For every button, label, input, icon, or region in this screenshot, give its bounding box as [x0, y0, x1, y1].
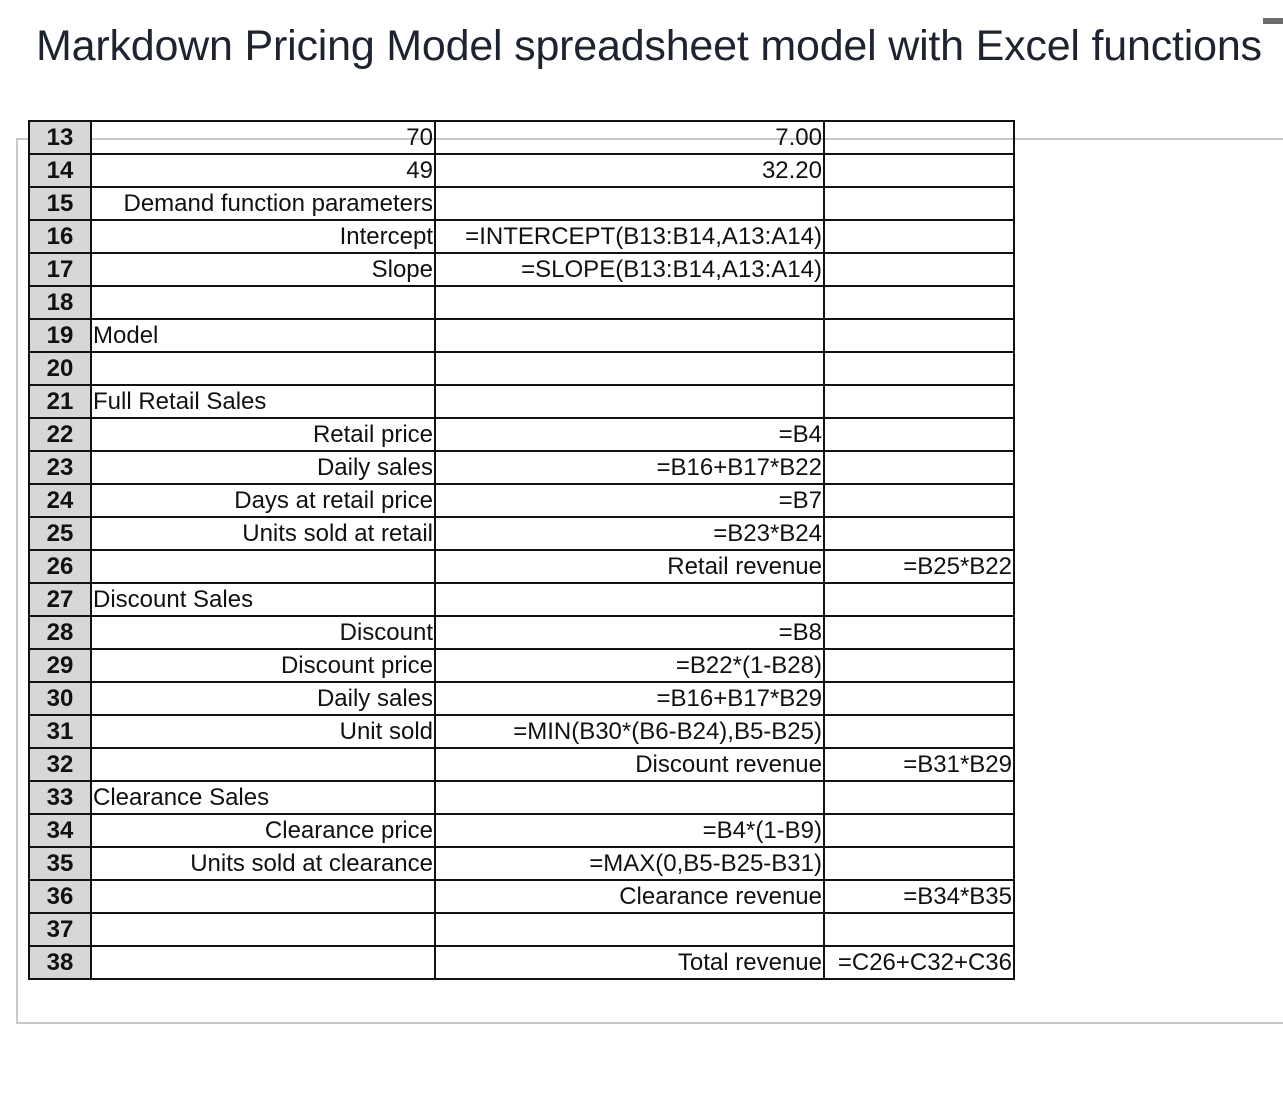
- table-row: [29, 748, 1014, 781]
- cell-col-c[interactable]: [824, 616, 1014, 649]
- cell-col-a[interactable]: Full Retail Sales: [91, 385, 435, 418]
- cell-col-c[interactable]: [824, 220, 1014, 253]
- cell-col-c[interactable]: [824, 484, 1014, 517]
- row-header[interactable]: 30: [29, 682, 91, 715]
- cell-col-b[interactable]: Clearance revenue: [435, 880, 824, 913]
- row-header[interactable]: 23: [29, 451, 91, 484]
- cell-col-b[interactable]: =MIN(B30*(B6-B24),B5-B25): [435, 715, 824, 748]
- cell-col-b[interactable]: =B4: [435, 418, 824, 451]
- cell-col-a[interactable]: Discount: [91, 616, 435, 649]
- cell-col-b[interactable]: =B16+B17*B29: [435, 682, 824, 715]
- table-row: [29, 781, 1014, 814]
- table-row: [29, 187, 1014, 220]
- spreadsheet-body: [29, 121, 1014, 979]
- cell-col-c[interactable]: [824, 583, 1014, 616]
- table-row: [29, 286, 1014, 319]
- cell-col-b[interactable]: [435, 187, 824, 220]
- cell-col-a[interactable]: Clearance Sales: [91, 781, 435, 814]
- cell-col-b[interactable]: =B22*(1-B28): [435, 649, 824, 682]
- cell-col-c[interactable]: [824, 814, 1014, 847]
- cell-col-b[interactable]: =SLOPE(B13:B14,A13:A14): [435, 253, 824, 286]
- cell-col-b[interactable]: Discount revenue: [435, 748, 824, 781]
- cell-col-a[interactable]: 49: [91, 154, 435, 187]
- cell-col-a[interactable]: [91, 286, 435, 319]
- table-row: [29, 814, 1014, 847]
- table-row: [29, 352, 1014, 385]
- cell-col-b[interactable]: Total revenue: [435, 946, 824, 979]
- row-header[interactable]: 22: [29, 418, 91, 451]
- cell-col-c[interactable]: [824, 451, 1014, 484]
- window-control[interactable]: [1263, 18, 1283, 24]
- cell-col-c[interactable]: [824, 418, 1014, 451]
- row-header[interactable]: 35: [29, 847, 91, 880]
- row-header[interactable]: 20: [29, 352, 91, 385]
- row-header[interactable]: 18: [29, 286, 91, 319]
- row-header[interactable]: 24: [29, 484, 91, 517]
- row-header[interactable]: 14: [29, 154, 91, 187]
- cell-col-a[interactable]: Retail price: [91, 418, 435, 451]
- cell-col-c[interactable]: =B25*B22: [824, 550, 1014, 583]
- row-header[interactable]: 37: [29, 913, 91, 946]
- table-row: [29, 154, 1014, 187]
- page-title: Markdown Pricing Model spreadsheet model with Excel functions: [36, 22, 1262, 70]
- row-header[interactable]: 31: [29, 715, 91, 748]
- cell-col-c[interactable]: [824, 682, 1014, 715]
- cell-col-b[interactable]: [435, 352, 824, 385]
- table-row: [29, 682, 1014, 715]
- cell-col-c[interactable]: [824, 187, 1014, 220]
- cell-col-b[interactable]: [435, 781, 824, 814]
- row-header[interactable]: 21: [29, 385, 91, 418]
- cell-col-b[interactable]: [435, 583, 824, 616]
- row-header[interactable]: 38: [29, 946, 91, 979]
- spreadsheet-grid: [28, 120, 1015, 980]
- cell-col-a[interactable]: Model: [91, 319, 435, 352]
- cell-col-a[interactable]: Discount price: [91, 649, 435, 682]
- cell-col-b[interactable]: [435, 286, 824, 319]
- cell-col-a[interactable]: Intercept: [91, 220, 435, 253]
- cell-col-a[interactable]: Units sold at clearance: [91, 847, 435, 880]
- cell-col-c[interactable]: [824, 154, 1014, 187]
- row-header[interactable]: 25: [29, 517, 91, 550]
- cell-col-c[interactable]: [824, 781, 1014, 814]
- cell-col-b[interactable]: =B4*(1-B9): [435, 814, 824, 847]
- table-row: [29, 946, 1014, 979]
- table-row: [29, 880, 1014, 913]
- row-header[interactable]: 17: [29, 253, 91, 286]
- cell-col-c[interactable]: [824, 121, 1014, 154]
- row-header[interactable]: 26: [29, 550, 91, 583]
- table-row: [29, 550, 1014, 583]
- cell-col-b[interactable]: =B8: [435, 616, 824, 649]
- cell-col-c[interactable]: [824, 352, 1014, 385]
- cell-col-c[interactable]: [824, 649, 1014, 682]
- cell-col-a[interactable]: Daily sales: [91, 451, 435, 484]
- row-header[interactable]: 36: [29, 880, 91, 913]
- table-row: [29, 121, 1014, 154]
- cell-col-c[interactable]: [824, 913, 1014, 946]
- table-row: [29, 253, 1014, 286]
- cell-col-b[interactable]: =INTERCEPT(B13:B14,A13:A14): [435, 220, 824, 253]
- cell-col-a[interactable]: Slope: [91, 253, 435, 286]
- cell-col-b[interactable]: [435, 385, 824, 418]
- cell-col-a[interactable]: [91, 946, 435, 979]
- cell-col-c[interactable]: [824, 847, 1014, 880]
- cell-col-b[interactable]: [435, 319, 824, 352]
- cell-col-a[interactable]: [91, 352, 435, 385]
- cell-col-b[interactable]: 7.00: [435, 121, 824, 154]
- row-header[interactable]: 13: [29, 121, 91, 154]
- cell-col-c[interactable]: [824, 253, 1014, 286]
- cell-col-a[interactable]: Unit sold: [91, 715, 435, 748]
- table-row: [29, 583, 1014, 616]
- cell-col-b[interactable]: =MAX(0,B5-B25-B31): [435, 847, 824, 880]
- table-row: [29, 451, 1014, 484]
- cell-col-a[interactable]: [91, 550, 435, 583]
- cell-col-c[interactable]: [824, 517, 1014, 550]
- table-row: [29, 649, 1014, 682]
- table-row: [29, 418, 1014, 451]
- table-row: [29, 616, 1014, 649]
- table-row: [29, 847, 1014, 880]
- cell-col-c[interactable]: [824, 286, 1014, 319]
- cell-col-c[interactable]: [824, 319, 1014, 352]
- row-header[interactable]: 34: [29, 814, 91, 847]
- cell-col-a[interactable]: Demand function parameters: [91, 187, 435, 220]
- row-header[interactable]: 33: [29, 781, 91, 814]
- cell-col-a[interactable]: [91, 880, 435, 913]
- table-row: [29, 220, 1014, 253]
- row-header[interactable]: 28: [29, 616, 91, 649]
- cell-col-b[interactable]: [435, 913, 824, 946]
- cell-col-a[interactable]: Clearance price: [91, 814, 435, 847]
- cell-col-c[interactable]: [824, 385, 1014, 418]
- cell-col-a[interactable]: Units sold at retail: [91, 517, 435, 550]
- row-header[interactable]: 15: [29, 187, 91, 220]
- table-row: [29, 517, 1014, 550]
- row-header[interactable]: 29: [29, 649, 91, 682]
- row-header[interactable]: 16: [29, 220, 91, 253]
- cell-col-c[interactable]: =C26+C32+C36: [824, 946, 1014, 979]
- spreadsheet-viewport[interactable]: [16, 124, 1283, 1024]
- cell-col-c[interactable]: =B34*B35: [824, 880, 1014, 913]
- cell-col-a[interactable]: Days at retail price: [91, 484, 435, 517]
- cell-col-a[interactable]: [91, 913, 435, 946]
- cell-col-a[interactable]: 70: [91, 121, 435, 154]
- cell-col-b[interactable]: =B23*B24: [435, 517, 824, 550]
- row-header[interactable]: 32: [29, 748, 91, 781]
- row-header[interactable]: 27: [29, 583, 91, 616]
- cell-col-b[interactable]: =B16+B17*B22: [435, 451, 824, 484]
- cell-col-a[interactable]: Daily sales: [91, 682, 435, 715]
- table-row: [29, 385, 1014, 418]
- cell-col-a[interactable]: Discount Sales: [91, 583, 435, 616]
- cell-col-b[interactable]: =B7: [435, 484, 824, 517]
- table-row: [29, 319, 1014, 352]
- cell-col-b[interactable]: 32.20: [435, 154, 824, 187]
- table-row: [29, 715, 1014, 748]
- cell-col-c[interactable]: =B31*B29: [824, 748, 1014, 781]
- table-row: [29, 913, 1014, 946]
- cell-col-a[interactable]: [91, 748, 435, 781]
- table-row: [29, 484, 1014, 517]
- row-header[interactable]: 19: [29, 319, 91, 352]
- cell-col-c[interactable]: [824, 715, 1014, 748]
- cell-col-b[interactable]: Retail revenue: [435, 550, 824, 583]
